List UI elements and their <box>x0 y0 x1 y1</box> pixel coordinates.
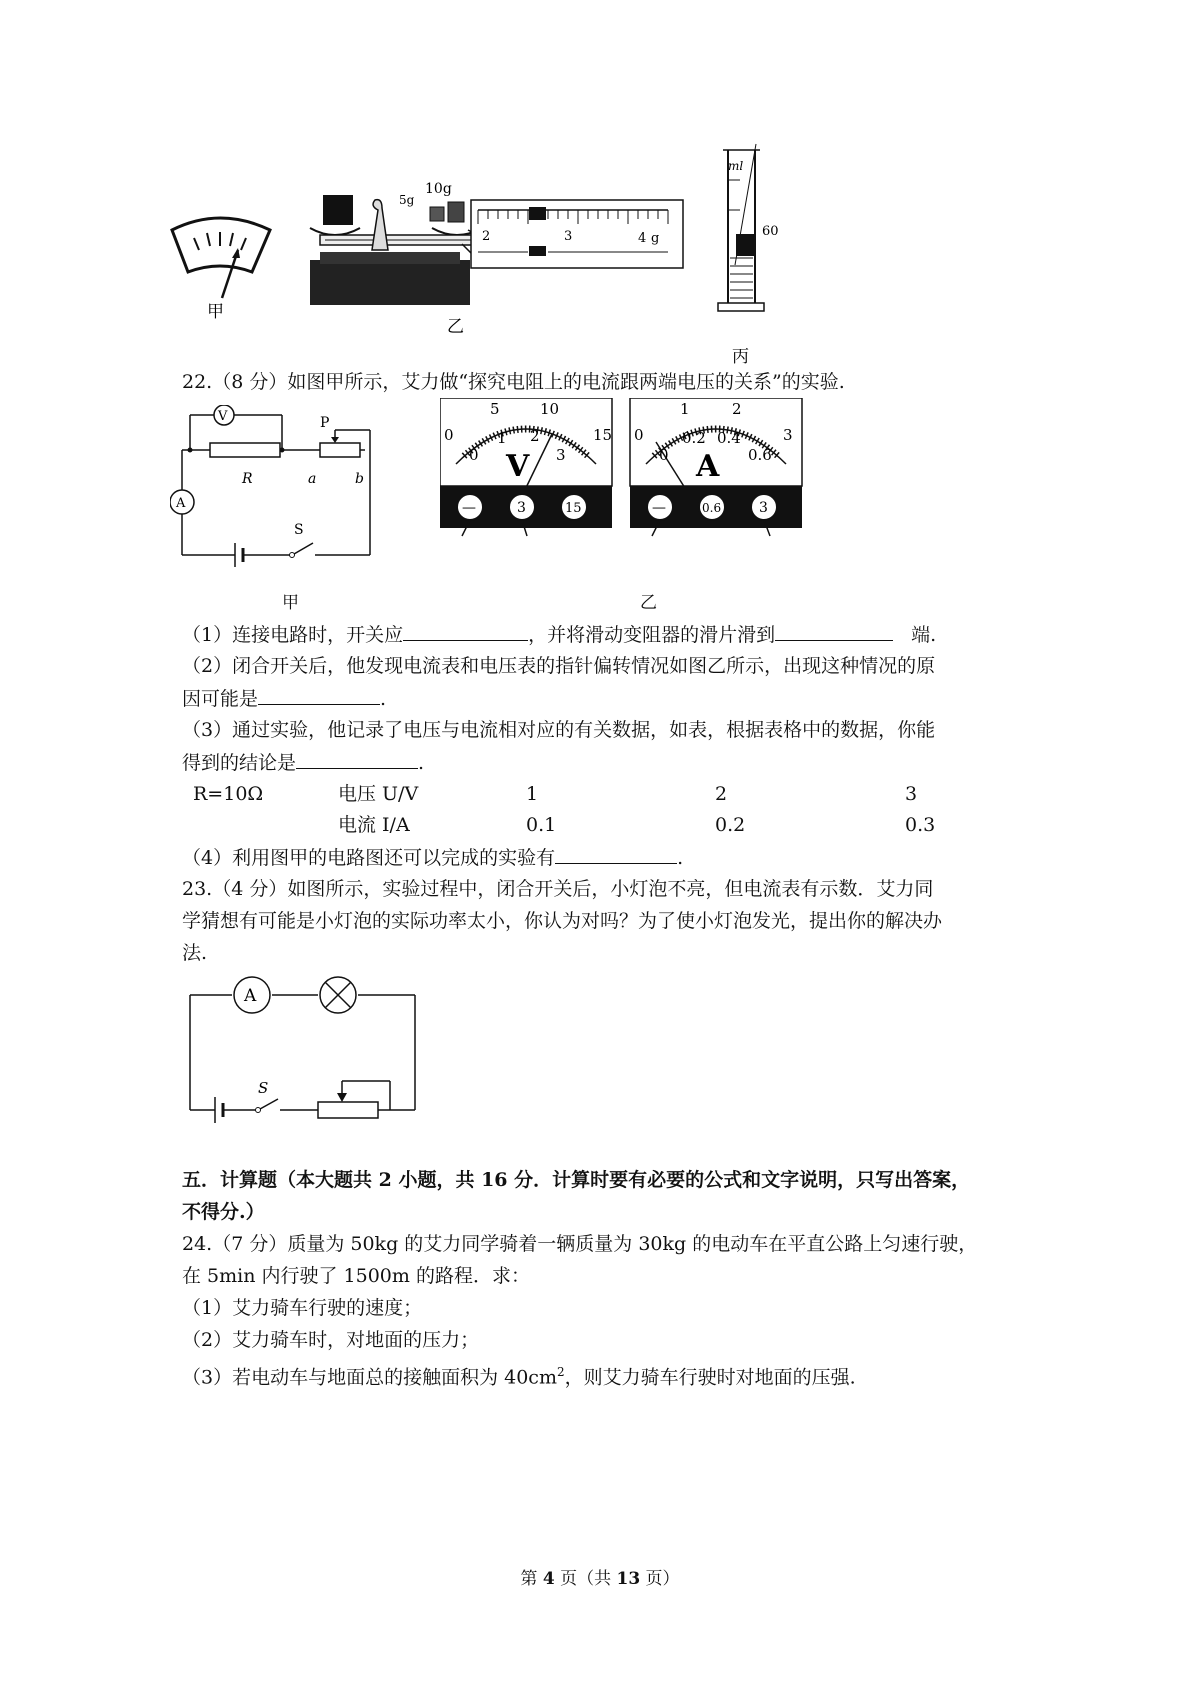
caption-yi: 乙 <box>640 593 657 613</box>
q21-figures <box>170 140 930 365</box>
vm-letter: V <box>506 449 530 484</box>
table-r-label: R=10Ω <box>193 783 264 805</box>
label-S: S <box>294 522 304 538</box>
q23-line1: 23.（4 分）如图所示，实验过程中，闭合开关后，小灯泡不亮，但电流表有示数．艾力同 <box>182 878 934 900</box>
table-cell: 1 <box>526 783 539 805</box>
q22-part2-line2: 因可能是 . <box>182 688 387 710</box>
q24-line1: 24.（7 分）质量为 50kg 的艾力同学骑着一辆质量为 30kg 的电动车在平直公路上匀速行驶， <box>182 1233 978 1255</box>
answer-blank[interactable] <box>555 845 677 864</box>
answer-blank[interactable] <box>258 686 380 705</box>
table-cell: 2 <box>715 783 728 805</box>
vm-top-10: 10 <box>540 400 560 418</box>
q23-line3: 法. <box>182 942 208 964</box>
q22-stem: 22.（8 分）如图甲所示，艾力做“探究电阻上的电流跟两端电压的关系”的实验. <box>182 371 845 393</box>
q23-circuit-diagram <box>180 975 430 1125</box>
vm-top-5: 5 <box>490 400 500 418</box>
label-P: P <box>320 415 330 431</box>
label-bing: 丙 <box>732 347 749 365</box>
scale-4: 4 <box>638 231 647 246</box>
q22-part3-line1: （3）通过实验，他记录了电压与电流相对应的有关数据，如表，根据表格中的数据，你能 <box>182 719 936 741</box>
answer-blank[interactable] <box>296 750 418 769</box>
section5-heading-line2: 不得分.） <box>182 1201 265 1223</box>
vm-top-15: 15 <box>593 426 613 444</box>
q22-circuit-diagram <box>170 405 430 575</box>
vm-top-0: 0 <box>444 426 454 444</box>
am-bottom-02: 0.2 <box>682 429 706 447</box>
am-top-2: 2 <box>732 400 742 418</box>
am-term-06: 0.6 <box>702 501 722 515</box>
table-cell: 3 <box>905 783 918 805</box>
label-a: a <box>308 471 317 487</box>
voltmeter-symbol: V <box>218 409 228 424</box>
am-bottom-0: 0 <box>659 446 669 464</box>
fan-meter-diagram <box>172 218 270 298</box>
am-top-3: 3 <box>783 426 793 444</box>
q24-part1: （1）艾力骑车行驶的速度； <box>182 1297 423 1319</box>
vm-term-neg: — <box>462 500 476 516</box>
table-cell: 0.1 <box>526 814 557 836</box>
q22-part3-line2: 得到的结论是 . <box>182 752 425 774</box>
label-b: b <box>355 471 364 487</box>
page-total: 13 <box>616 1569 641 1589</box>
am-top-0: 0 <box>634 426 644 444</box>
am-bottom-06: 0.6 <box>748 446 772 464</box>
vm-bottom-1: 1 <box>497 429 507 447</box>
label-10g: 10g <box>425 181 452 197</box>
q24-part3: （3）若电动车与地面总的接触面积为 $40cm^2$，则艾力骑车行驶时对地面的压强. <box>182 1365 856 1389</box>
label-R: R <box>242 471 253 487</box>
caption-jia: 甲 <box>282 593 299 613</box>
label-5g: 5g <box>399 193 415 207</box>
q24-line2: 在 5min 内行驶了 1500m 的路程．求： <box>182 1265 530 1287</box>
cyl-ml: ml <box>728 159 744 173</box>
table-cell: 0.3 <box>905 814 936 836</box>
q23-line2: 学猜想有可能是小灯泡的实际功率太小，你认为对吗？为了使小灯泡发光，提出你的解决办 <box>182 910 943 932</box>
am-term-neg: — <box>652 500 666 516</box>
table-row-label: 电流 I/A <box>338 814 410 836</box>
switch-label: S <box>258 1079 269 1097</box>
answer-blank[interactable] <box>403 622 528 641</box>
ammeter-symbol: A <box>176 496 186 511</box>
label-yi: 乙 <box>447 317 464 337</box>
section5-heading-line1: 五．计算题（本大题共 2 小题，共 16 分．计算时要有必要的公式和文字说明，只写出答案， <box>182 1169 971 1191</box>
q22-part2-line1: （2）闭合开关后，他发现电流表和电压表的指针偏转情况如图乙所示，出现这种情况的原 <box>182 655 936 677</box>
label-jia: 甲 <box>207 302 224 322</box>
am-bottom-04: 0.4 <box>717 429 741 447</box>
am-letter: A <box>696 449 720 484</box>
page-footer: 第 4 页（共 13 页） <box>520 1569 680 1589</box>
scale-g: g <box>651 231 660 246</box>
q22-part4: （4）利用图甲的电路图还可以完成的实验有 . <box>182 847 684 869</box>
vm-term-3: 3 <box>517 500 526 516</box>
vm-bottom-3: 3 <box>556 446 566 464</box>
am-top-1: 1 <box>680 400 690 418</box>
cyl-60: 60 <box>762 224 779 239</box>
table-row-label: 电压 U/V <box>338 783 419 805</box>
q22-part1: （1）连接电路时，开关应 ，并将滑动变阻器的滑片滑到 端. <box>182 624 937 646</box>
table-cell: 0.2 <box>715 814 746 836</box>
page-number: 4 <box>542 1569 555 1589</box>
ammeter-symbol: A <box>244 986 257 1006</box>
vm-term-15: 15 <box>565 501 582 516</box>
vm-bottom-0: 0 <box>469 446 479 464</box>
scale-2: 2 <box>482 229 491 244</box>
am-term-3: 3 <box>759 500 768 516</box>
q22-meters-diagram <box>440 398 840 578</box>
balance-diagram <box>310 195 490 305</box>
vm-bottom-2: 2 <box>530 427 540 445</box>
answer-blank[interactable] <box>775 622 893 641</box>
q24-part2: （2）艾力骑车时，对地面的压力； <box>182 1329 480 1351</box>
scale-3: 3 <box>564 229 573 244</box>
